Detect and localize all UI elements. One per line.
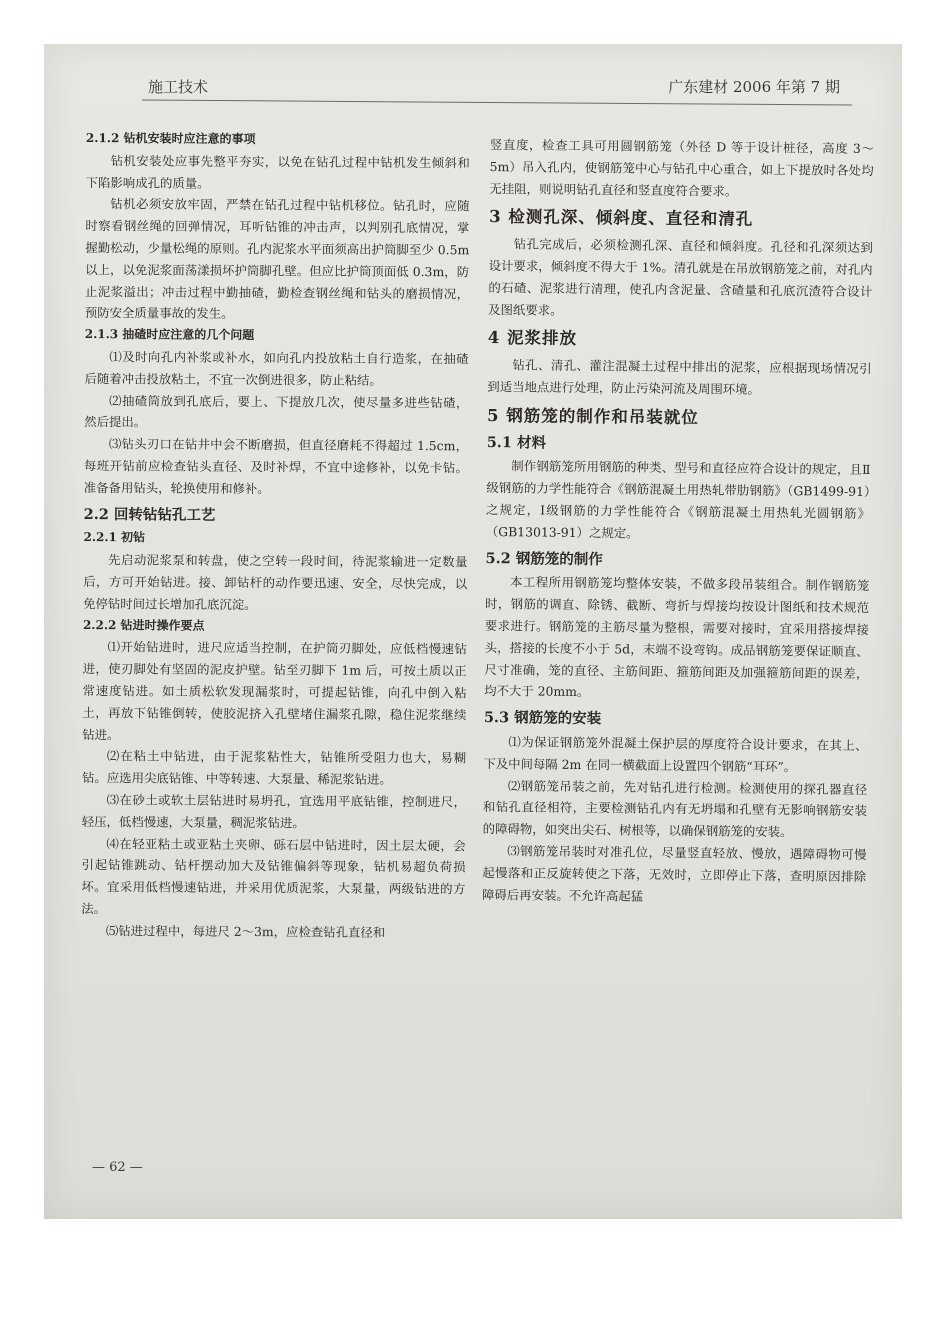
paragraph: 竖直度，检查工具可用圆钢筋笼（外径 D 等于设计桩径，高度 3～5m）吊入孔内，使钢筋笼中心与钻孔中心重合，如上下提放时各处均无挂阻，则说明钻孔直径和竖直度符合要求。	[489, 136, 874, 199]
paragraph: ⑸钻进过程中，每进尺 2～3m，应检查钻孔直径和	[105, 922, 386, 940]
paragraph: ⑵抽碴筒放到孔底后，要上、下提放几次，使尽量多进些钻碴，然后提出。	[84, 392, 469, 430]
paragraph: 钻孔完成后，必须检测孔深、直径和倾斜度。孔径和孔深须达到设计要求，倾斜度不得大于 1%。清孔就是在吊放钢筋笼之前，对孔内的石碴、泥浆进行清理，使孔内含泥量、含碴量和孔底沉渣符合设计及图纸要求。	[488, 236, 873, 318]
subsubsection-heading: 2.2.1 初钻	[83, 530, 146, 545]
left-column	[81, 128, 470, 944]
paragraph: ⑴为保证钢筋笼外混凝土保护层的厚度符合设计要求，在其上、下及中间每隔 2m 在同一横截面上设置四个钢筋“耳环”。	[483, 734, 868, 774]
subsubsection-heading: 2.1.2 钻机安装时应注意的事项	[85, 130, 256, 147]
subsection-heading: 5.1 材料	[486, 433, 547, 452]
subsection-heading: 5.3 钢筋笼的安装	[483, 709, 602, 728]
paragraph: ⑵在粘土中钻进，由于泥浆粘性大，钻锥所受阻力也大，易糊钻。应选用尖底钻锥、中等转速、大泵量、稀泥浆钻进。	[81, 748, 467, 787]
subsubsection-heading: 2.2.2 钻进时操作要点	[82, 617, 205, 633]
page-number: — 62 —	[92, 1160, 143, 1175]
subsection-heading: 2.2 回转钻钻孔工艺	[83, 505, 216, 524]
subsection-heading: 5.2 钢筋笼的制作	[485, 549, 603, 568]
paragraph: ⑷在轻亚粘土或亚粘土夹卵、砾石层中钻进时，因土层太硬，会引起钻锥跳动、钻杆摆动加大及钻锥偏斜等现象，钻机易超负荷损坏。宜采用低档慢速钻进，并采用优质泥浆，大泵量，两级钻进的方法。	[81, 835, 466, 917]
paragraph: ⑶在砂土或软土层钻进时易坍孔，宜选用平底钻锥，控制进尺，轻压，低档慢速，大泵量，稠泥浆钻进。	[81, 792, 466, 831]
paragraph: 钻机必须安放牢固，严禁在钻孔过程中钻机移位。钻孔时，应随时察看钢丝绳的回弹情况，耳听钻锥的冲击声，以判别孔底情况，掌握勤松动，少量松绳的原则。孔内泥浆水平面须高出护筒脚至少 0.5m 以上，以免泥浆面荡漾损坏护筒脚孔壁。但应比护筒顶面低 0.3m，防止泥浆溢出；冲击过程中勤抽碴，勤检查钢丝绳和钻头的磨损情况，预防安全质量事故的发生。	[84, 196, 470, 322]
section-heading: 5 钢筋笼的制作和吊装就位	[486, 405, 699, 427]
section-heading: 3 检测孔深、倾斜度、直径和清孔	[489, 207, 754, 230]
paragraph: 制作钢筋笼所用钢筋的种类、型号和直径应符合设计的规定，且Ⅱ级钢筋的力学性能符合《钢筋混凝土用热轧带肋钢筋》（GB1499-91）之规定，Ⅰ级钢筋的力学性能符合《钢筋混凝土用热轧光圆钢筋》（GB13013-91）之规定。	[485, 458, 871, 541]
running-header-journal: 广东建材 2006 年第 7 期	[668, 78, 840, 96]
section-heading: 4 泥浆排放	[487, 328, 578, 349]
paragraph: ⑶钻头刃口在钻井中会不断磨损，但直径磨耗不得超过 1.5cm，每班开钻前应检查钻头直径、及时补焊，不宜中途修补，以免卡钻。准备备用钻头，轮换使用和修补。	[83, 436, 469, 496]
paragraph: ⑴开始钻进时，进尺应适当控制，在护筒刃脚处，应低档慢速钻进，使刃脚处有坚固的泥皮护壁。钻至刃脚下 1m 后，可按土质以正常速度钻进。如土质松软发现漏浆时，可提起钻锥，向孔中倒入粘土，再放下钻锥倒转，使胶泥挤入孔壁堵住漏浆孔隙，稳住泥浆继续钻进。	[82, 639, 467, 742]
paragraph: 钻孔、清孔、灌注混凝土过程中排出的泥浆，应根据现场情况引到适当地点进行处理，防止污染河流及周围环境。	[487, 357, 872, 397]
running-header-section: 施工技术	[148, 78, 209, 96]
paragraph: 钻机安装处应事先整平夯实，以免在钻孔过程中钻机发生倾斜和下陷影响成孔的质量。	[85, 152, 470, 191]
paragraph: 先启动泥浆泵和转盘，使之空转一段时间，待泥浆输进一定数量后，方可开始钻进。接、卸钻杆的动作要迅速、安全，尽快完成，以免停钻时间过长增加孔底沉淀。	[83, 552, 468, 612]
paragraph: ⑶钢筋笼吊装时对准孔位，尽量竖直轻放、慢放，遇障碍物可慢起慢落和正反旋转使之下落，无效时，立即停止下落，查明原因排除障碍后再安装。不允许高起猛	[481, 843, 867, 904]
paragraph: ⑵钢筋笼吊装之前，先对钻孔进行检测。检测使用的探孔器直径和钻孔直径相符，主要检测钻孔内有无坍塌和孔壁有无影响钢筋安装的障碍物，如突出尖石、树根等，以确保钢筋笼的安装。	[482, 777, 868, 840]
paragraph: 本工程所用钢筋笼均整体安装，不做多段吊装组合。制作钢筋笼时，钢筋的调直、除锈、截断、弯折与焊接均按设计图纸和技术规范要求进行。钢筋笼的主筋尽量为整根，需要对接时，宜采用搭接焊接头，搭接的长度不小于 5d，末端不设弯钩。成品钢筋笼要保证顺直、尺寸准确，笼的直径、主筋间距、箍筋间距及加强箍筋间距的误差，均不大于 20mm。	[484, 574, 870, 700]
subsubsection-heading: 2.1.3 抽碴时应注意的几个问题	[84, 327, 255, 343]
paragraph: ⑴及时向孔内补浆或补水，如向孔内投放粘土自行造浆，在抽碴后随着冲击投放粘土，不宜一次倒进很多，防止粘结。	[84, 349, 469, 388]
right-column	[482, 134, 874, 909]
